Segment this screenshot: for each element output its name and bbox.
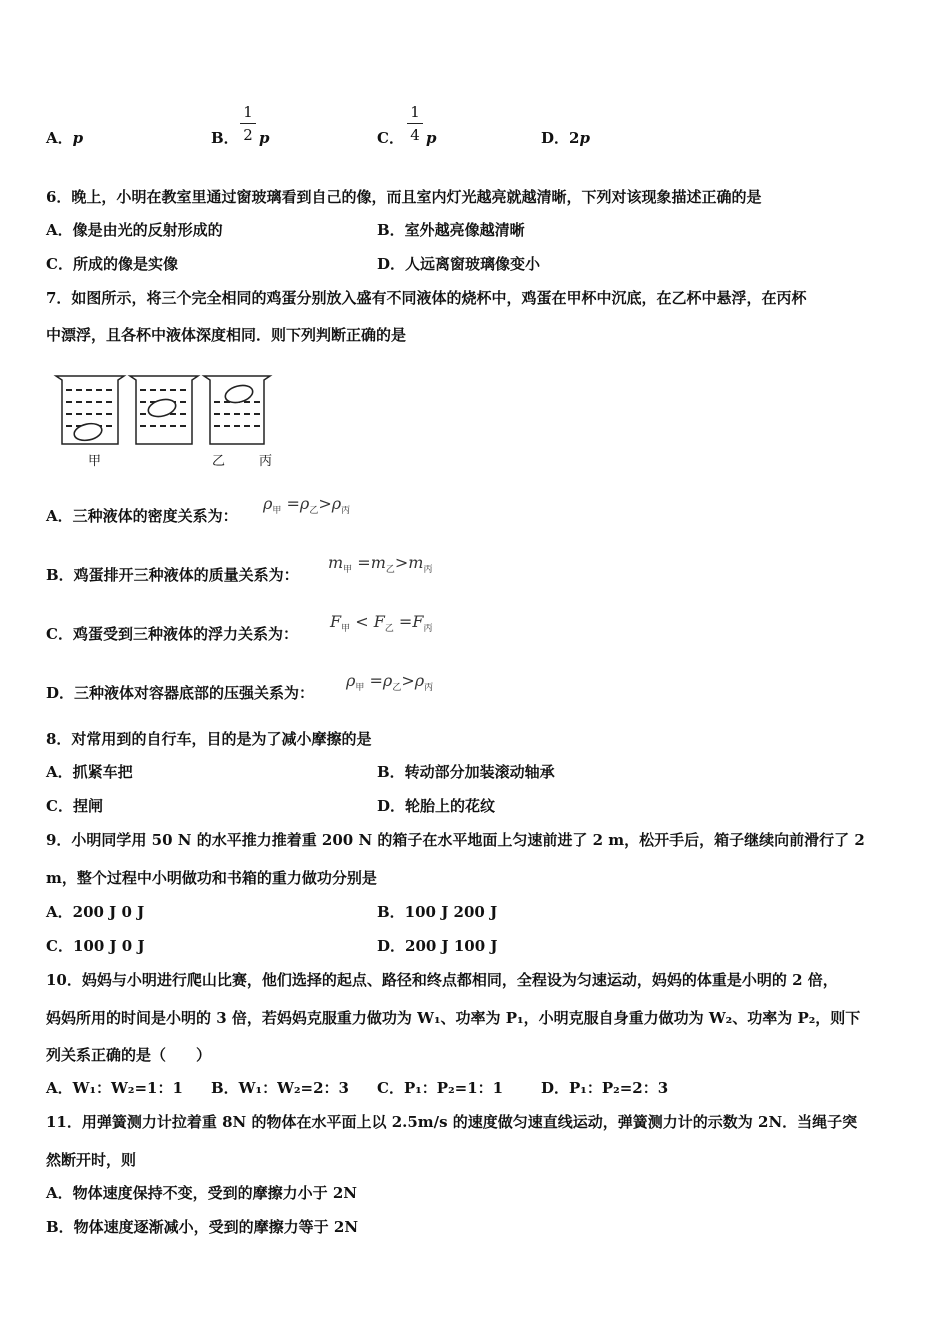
- q8-option-a: A．抓紧车把: [46, 763, 133, 781]
- q6-option-a: A．像是由光的反射形成的: [46, 221, 223, 239]
- q11-option-a: A．物体速度保持不变，受到的摩擦力小于 2N: [46, 1184, 358, 1202]
- q5-option-b: B．: [211, 129, 239, 147]
- q7-option-b: B．鸡蛋排开三种液体的质量关系为：: [46, 566, 299, 584]
- q5-fraction-b: 1 2: [240, 103, 256, 144]
- q10-stem-line3: 列关系正确的是（ ）: [46, 1046, 212, 1064]
- q9-stem-line1: 9．小明同学用 50 N 的水平推力推着重 200 N 的箱子在水平地面上匀速前进了 2 m，松开手后，箱子继续向前滑行了 2: [46, 831, 865, 849]
- q7-formula-d: $\rho_甲 =\rho_乙>\rho_丙$: [346, 671, 434, 694]
- q5-option-d: D．2p: [541, 129, 590, 147]
- q7-stem-line2: 中漂浮，且各杯中液体深度相同．则下列判断正确的是: [46, 326, 407, 344]
- q7-option-c: C．鸡蛋受到三种液体的浮力关系为：: [46, 625, 298, 643]
- q7-option-a: A．三种液体的密度关系为：: [46, 507, 238, 525]
- q5-fraction-c: 1 4: [407, 103, 423, 144]
- label-yi: 乙: [212, 454, 226, 469]
- q10-option-b: B．W₁：W₂=2：3: [211, 1079, 349, 1097]
- q7-formula-a: $\rho_甲 =\rho_乙>\rho_丙$: [263, 494, 351, 517]
- q6-option-d: D．人远离窗玻璃像变小: [377, 255, 541, 273]
- label-jia: 甲: [88, 454, 102, 469]
- q10-option-c: C．P₁：P₂=1：1: [377, 1079, 504, 1097]
- q5-option-c-var: p: [426, 129, 437, 147]
- q5-option-b-var: p: [259, 129, 270, 147]
- q9-option-a: A．200 J 0 J: [46, 903, 145, 921]
- q6-option-c: C．所成的像是实像: [46, 255, 178, 273]
- q5-option-c: C．: [377, 129, 404, 147]
- q9-option-d: D．200 J 100 J: [377, 937, 498, 955]
- beakers-figure: [52, 370, 282, 450]
- label-bing: 丙: [259, 454, 273, 469]
- q8-option-b: B．转动部分加装滚动轴承: [377, 763, 555, 781]
- egg-yi: [146, 397, 177, 420]
- q9-option-b: B．100 J 200 J: [377, 903, 498, 921]
- q9-option-c: C．100 J 0 J: [46, 937, 145, 955]
- q6-stem: 6．晚上，小明在教室里通过窗玻璃看到自己的像，而且室内灯光越亮就越清晰，下列对该现象描述正确的是: [46, 188, 762, 206]
- q10-stem-line1: 10．妈妈与小明进行爬山比赛，他们选择的起点、路径和终点都相同，全程设为匀速运动，妈妈的体重是小明的 2 倍，: [46, 971, 838, 989]
- q10-option-a: A．W₁：W₂=1：1: [46, 1079, 183, 1097]
- q6-option-b: B．室外越亮像越清晰: [377, 221, 525, 239]
- q7-option-d: D．三种液体对容器底部的压强关系为：: [46, 684, 315, 702]
- q11-stem-line2: 然断开时，则: [46, 1151, 137, 1169]
- q5-option-a: A．p: [46, 129, 84, 147]
- q10-stem-line2: 妈妈所用的时间是小明的 3 倍，若妈妈克服重力做功为 W₁、功率为 P₁，小明克服自身重力做功为 W₂、功率为 P₂，则下: [46, 1009, 861, 1027]
- q11-stem-line1: 11．用弹簧测力计拉着重 8N 的物体在水平面上以 2.5m/s 的速度做匀速直线运动，弹簧测力计的示数为 2N．当绳子突: [46, 1113, 858, 1131]
- q9-stem-line2: m，整个过程中小明做功和书箱的重力做功分别是: [46, 869, 377, 887]
- q11-option-b: B．物体速度逐渐减小，受到的摩擦力等于 2N: [46, 1218, 359, 1236]
- q7-formula-b: $m_甲 =m_乙>m_丙$: [328, 553, 433, 576]
- q7-stem-line1: 7．如图所示，将三个完全相同的鸡蛋分别放入盛有不同液体的烧杯中，鸡蛋在甲杯中沉底，在乙杯中悬浮，在丙杯: [46, 289, 807, 307]
- q10-option-d: D．P₁：P₂=2：3: [541, 1079, 669, 1097]
- egg-jia: [73, 421, 104, 442]
- q8-option-d: D．轮胎上的花纹: [377, 797, 496, 815]
- q8-stem: 8．对常用到的自行车，目的是为了减小摩擦的是: [46, 730, 372, 748]
- q8-option-c: C．捏闸: [46, 797, 103, 815]
- q7-formula-c: $F_甲 < F_乙 =F_丙$: [330, 612, 433, 635]
